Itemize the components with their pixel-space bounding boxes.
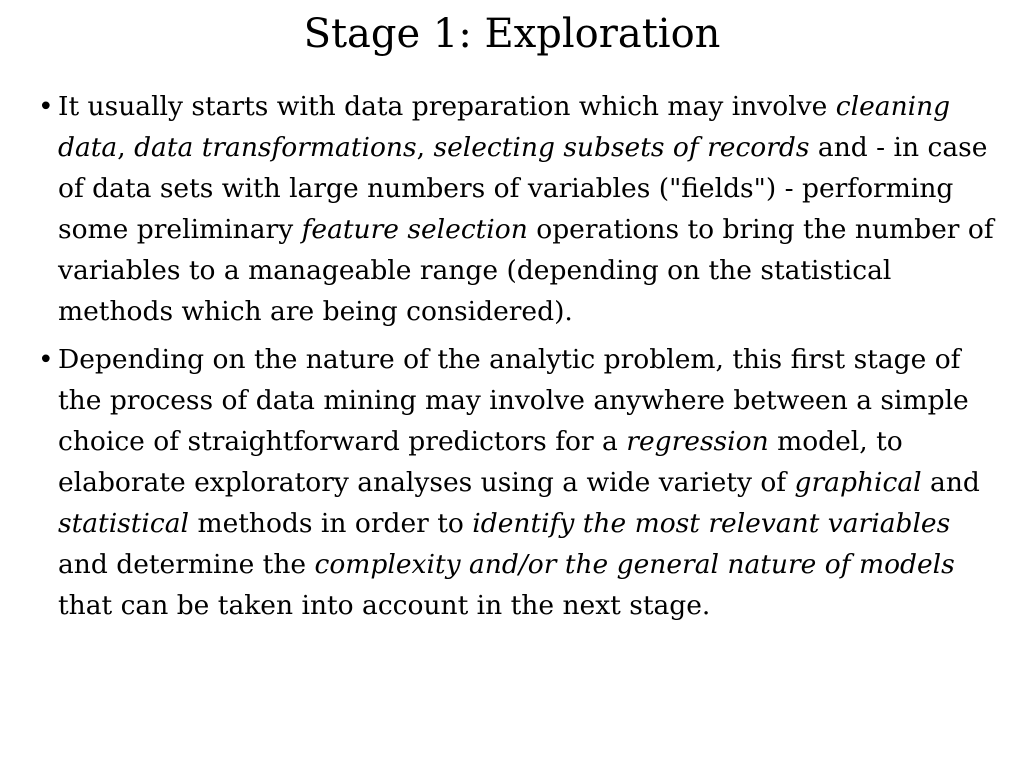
italic-term: selecting subsets of records [433, 132, 810, 163]
bullet-text [58, 91, 994, 327]
bullet-item [38, 339, 998, 626]
italic-term: regression [626, 426, 769, 457]
text-segment: operations to bring the number of variables to a manageable range (depending on the statistical methods which are being considered). [58, 214, 994, 327]
text-segment: , [117, 132, 135, 163]
italic-term: complexity and/or the general nature of models [314, 549, 955, 580]
italic-term: identify the most relevant variables [472, 508, 951, 539]
italic-term: feature selection [301, 214, 528, 245]
italic-term: cleaning data [58, 91, 951, 163]
text-segment: It usually starts with data preparation which may involve [58, 91, 836, 122]
slide-title: Stage 1: Exploration [303, 11, 721, 57]
text-segment: and [921, 467, 980, 498]
bullet-item [38, 86, 998, 332]
text-segment: and determine the [58, 549, 315, 580]
italic-term: data transformations [134, 132, 417, 163]
bullet-list [38, 86, 998, 633]
bullet-marker: • [38, 344, 54, 375]
text-segment: that can be taken into account in the next stage. [58, 590, 711, 621]
text-segment: Depending on the nature of the analytic problem, this first stage of the process of data mining may involve anywhere between a simple choice of straightforward predictors for a [58, 344, 969, 457]
text-segment: , [416, 132, 434, 163]
italic-term: statistical [58, 508, 190, 539]
bullet-text [58, 344, 980, 621]
bullet-marker: • [38, 91, 54, 122]
text-segment: methods in order to [189, 508, 473, 539]
italic-term: graphical [794, 467, 922, 498]
text-segment: model, to elaborate exploratory analyses using a wide variety of [58, 426, 903, 498]
text-segment: and - in case of data sets with large numbers of variables ("fields") - performing some preliminary [58, 132, 988, 245]
